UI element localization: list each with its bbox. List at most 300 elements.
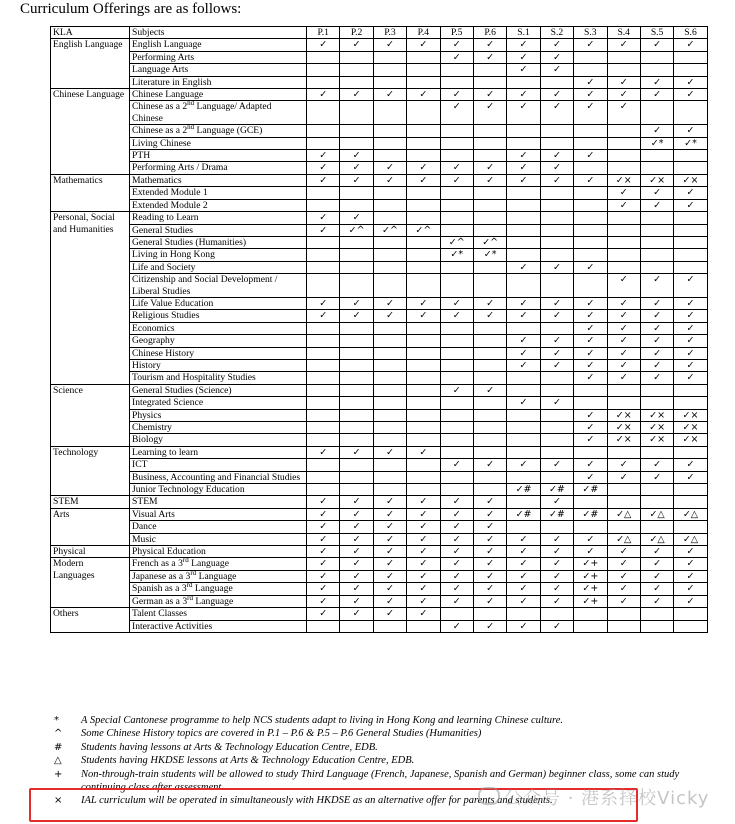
offering-mark: [407, 322, 440, 334]
offering-mark: [340, 384, 373, 396]
offering-mark: ✓: [607, 76, 640, 88]
offering-mark: [407, 64, 440, 76]
offering-mark: [640, 249, 673, 261]
offering-mark: ✓: [574, 459, 607, 471]
offering-mark: ✓: [373, 496, 406, 508]
offering-mark: ✓: [473, 51, 506, 63]
level-header: S.6: [674, 27, 707, 39]
table-row: [51, 261, 708, 273]
table-row: [51, 496, 708, 508]
offering-mark: ✓: [607, 558, 640, 570]
offering-mark: [440, 608, 473, 620]
footnote-symbol: △: [54, 755, 62, 767]
offering-mark: [507, 249, 540, 261]
offering-mark: [373, 212, 406, 224]
offering-mark: [307, 236, 340, 248]
offering-mark: ✓: [307, 570, 340, 582]
offering-mark: ✓: [540, 39, 573, 51]
offering-mark: ✓: [640, 570, 673, 582]
offering-mark: ✓×: [640, 174, 673, 186]
offering-mark: [307, 137, 340, 149]
offering-mark: ✓: [574, 150, 607, 162]
table-row: [51, 570, 708, 582]
offering-mark: ✓: [307, 297, 340, 309]
offering-mark: [307, 459, 340, 471]
subject-cell: General Studies (Science): [130, 384, 307, 396]
offering-mark: ✓: [674, 125, 707, 137]
offering-mark: [373, 64, 406, 76]
table-row: [51, 372, 708, 384]
offering-mark: ✓: [307, 224, 340, 236]
offering-mark: ✓: [574, 546, 607, 558]
offering-mark: ✓*: [640, 137, 673, 149]
offering-mark: [607, 224, 640, 236]
level-header: S.3: [574, 27, 607, 39]
offering-mark: ✓×: [674, 422, 707, 434]
offering-mark: ✓: [507, 51, 540, 63]
offering-mark: [574, 137, 607, 149]
table-row: [51, 76, 708, 88]
offering-mark: ✓: [607, 187, 640, 199]
offering-mark: [574, 236, 607, 248]
offering-mark: [307, 199, 340, 211]
offering-mark: [540, 434, 573, 446]
offering-mark: ✓: [473, 384, 506, 396]
offering-mark: [540, 199, 573, 211]
offering-mark: ✓: [507, 595, 540, 607]
offering-mark: ✓: [373, 39, 406, 51]
offering-mark: ✓^: [440, 236, 473, 248]
offering-mark: ✓: [574, 409, 607, 421]
offering-mark: [407, 212, 440, 224]
offering-mark: ✓: [307, 558, 340, 570]
offering-mark: [674, 620, 707, 632]
offering-mark: [574, 608, 607, 620]
table-row: [51, 595, 708, 607]
footnote-text: Some Chinese History topics are covered in P.1 – P.6 & P.5 – P.6 General Studies (Humanities): [81, 728, 482, 740]
offering-mark: [540, 76, 573, 88]
offering-mark: [540, 274, 573, 298]
offering-mark: [640, 608, 673, 620]
offering-mark: ✓: [307, 508, 340, 520]
offering-mark: ✓: [574, 347, 607, 359]
offering-mark: ✓: [440, 583, 473, 595]
offering-mark: ✓: [507, 310, 540, 322]
offering-mark: [373, 51, 406, 63]
offering-mark: ✓: [607, 359, 640, 371]
offering-mark: [674, 212, 707, 224]
offering-mark: [307, 125, 340, 137]
offering-mark: ✓: [473, 521, 506, 533]
offering-mark: ✓^: [407, 224, 440, 236]
offering-mark: ✓: [340, 521, 373, 533]
offering-mark: [607, 397, 640, 409]
offering-mark: [373, 471, 406, 483]
offering-mark: ✓: [407, 310, 440, 322]
offering-mark: ✓: [574, 471, 607, 483]
offering-mark: ✓: [307, 174, 340, 186]
offering-mark: ✓: [574, 89, 607, 101]
watermark-text: 公众号 · 港系择校Vicky: [504, 788, 710, 809]
kla-header: KLA: [51, 27, 130, 39]
offering-mark: [373, 322, 406, 334]
table-row: [51, 422, 708, 434]
subject-cell: Language Arts: [130, 64, 307, 76]
offering-mark: ✓: [407, 558, 440, 570]
offering-mark: ✓: [607, 335, 640, 347]
offering-mark: ✓: [507, 533, 540, 545]
subject-cell: Chinese as a 2nd Language/ Adapted Chinese: [130, 101, 307, 125]
offering-mark: ✓: [340, 496, 373, 508]
offering-mark: ✓: [373, 508, 406, 520]
offering-mark: ✓: [307, 446, 340, 458]
offering-mark: ✓: [640, 187, 673, 199]
kla-cell: Mathematics: [51, 174, 130, 211]
subject-cell: English Language: [130, 39, 307, 51]
offering-mark: [574, 212, 607, 224]
offering-mark: [574, 249, 607, 261]
table-row: [51, 608, 708, 620]
offering-mark: [340, 199, 373, 211]
offering-mark: ✓: [307, 310, 340, 322]
offering-mark: ✓: [307, 521, 340, 533]
offering-mark: [640, 64, 673, 76]
kla-cell: Science: [51, 384, 130, 446]
offering-mark: ✓: [407, 446, 440, 458]
offering-mark: [307, 335, 340, 347]
offering-mark: [507, 409, 540, 421]
offering-mark: ✓: [373, 570, 406, 582]
offering-mark: [340, 137, 373, 149]
offering-mark: [473, 274, 506, 298]
offering-mark: ✓: [540, 162, 573, 174]
offering-mark: [473, 359, 506, 371]
subject-cell: Tourism and Hospitality Studies: [130, 372, 307, 384]
offering-mark: ✓: [640, 322, 673, 334]
offering-mark: ✓: [440, 496, 473, 508]
offering-mark: ✓: [440, 174, 473, 186]
offering-mark: [473, 409, 506, 421]
offering-mark: [340, 347, 373, 359]
offering-mark: ✓: [574, 39, 607, 51]
offering-mark: ✓: [407, 162, 440, 174]
subject-cell: Interactive Activities: [130, 620, 307, 632]
offering-mark: ✓: [373, 310, 406, 322]
offering-mark: ✓: [440, 508, 473, 520]
offering-mark: ✓: [640, 76, 673, 88]
offering-mark: [373, 150, 406, 162]
table-row: [51, 322, 708, 334]
subject-cell: Junior Technology Education: [130, 484, 307, 496]
table-row: [51, 397, 708, 409]
offering-mark: [674, 484, 707, 496]
offering-mark: [340, 76, 373, 88]
offering-mark: [407, 249, 440, 261]
offering-mark: [574, 397, 607, 409]
offering-mark: [674, 608, 707, 620]
subject-cell: Spanish as a 3rd Language: [130, 583, 307, 595]
offering-mark: ✓: [674, 335, 707, 347]
offering-mark: [407, 620, 440, 632]
offering-mark: ✓: [674, 89, 707, 101]
offering-mark: [307, 409, 340, 421]
kla-cell: Others: [51, 608, 130, 633]
offering-mark: [674, 101, 707, 125]
offering-mark: [307, 620, 340, 632]
offering-mark: ✓: [340, 39, 373, 51]
offering-mark: ✓×: [640, 409, 673, 421]
offering-mark: [507, 187, 540, 199]
offering-mark: ✓: [307, 608, 340, 620]
offering-mark: ✓: [340, 162, 373, 174]
offering-mark: [507, 446, 540, 458]
offering-mark: ✓: [607, 274, 640, 298]
subject-cell: Learning to learn: [130, 446, 307, 458]
offering-mark: [607, 446, 640, 458]
offering-mark: ✓: [440, 89, 473, 101]
offering-mark: ✓: [640, 274, 673, 298]
offering-mark: ✓: [340, 508, 373, 520]
table-row: [51, 162, 708, 174]
offering-mark: ✓: [507, 150, 540, 162]
offering-mark: [340, 249, 373, 261]
kla-cell: Physical: [51, 546, 130, 558]
offering-mark: ✓: [507, 359, 540, 371]
offering-mark: [307, 359, 340, 371]
subject-cell: Living in Hong Kong: [130, 249, 307, 261]
offering-mark: [674, 64, 707, 76]
offering-mark: ✓: [540, 496, 573, 508]
offering-mark: ✓: [507, 546, 540, 558]
offering-mark: [640, 384, 673, 396]
offering-mark: ✓: [540, 335, 573, 347]
footnote: [52, 714, 712, 727]
offering-mark: ✓△: [640, 508, 673, 520]
offering-mark: [307, 347, 340, 359]
offering-mark: [507, 125, 540, 137]
offering-mark: [407, 384, 440, 396]
offering-mark: ✓: [607, 372, 640, 384]
offering-mark: [507, 137, 540, 149]
offering-mark: ✓: [307, 496, 340, 508]
offering-mark: [574, 199, 607, 211]
offering-mark: [674, 446, 707, 458]
offering-mark: [473, 446, 506, 458]
offering-mark: ✓: [640, 595, 673, 607]
subject-cell: Music: [130, 533, 307, 545]
offering-mark: ✓: [473, 583, 506, 595]
offering-mark: ✓: [373, 533, 406, 545]
table-row: [51, 199, 708, 211]
offering-mark: [340, 125, 373, 137]
offering-mark: ✓: [440, 521, 473, 533]
level-header: S.4: [607, 27, 640, 39]
offering-mark: ✓: [640, 372, 673, 384]
offering-mark: ✓×: [674, 434, 707, 446]
offering-mark: ✓: [407, 39, 440, 51]
offering-mark: ✓: [640, 471, 673, 483]
offering-mark: [340, 322, 373, 334]
offering-mark: ✓+: [574, 595, 607, 607]
offering-mark: ✓: [440, 51, 473, 63]
offering-mark: ✓: [574, 422, 607, 434]
footnote-text: A Special Cantonese programme to help NCS students adapt to living in Hong Kong and learning Chinese culture.: [81, 715, 563, 726]
offering-mark: ✓: [507, 397, 540, 409]
offering-mark: [540, 125, 573, 137]
offering-mark: ✓: [407, 89, 440, 101]
offering-mark: ✓: [674, 274, 707, 298]
offering-mark: ✓^: [373, 224, 406, 236]
offering-mark: ✓: [440, 533, 473, 545]
offering-mark: ✓: [574, 261, 607, 273]
offering-mark: [340, 335, 373, 347]
offering-mark: ✓: [640, 199, 673, 211]
offering-mark: [607, 150, 640, 162]
offering-mark: [507, 384, 540, 396]
offering-mark: ✓: [440, 546, 473, 558]
offering-mark: ✓: [607, 595, 640, 607]
offering-mark: ✓: [307, 39, 340, 51]
offering-mark: ✓: [440, 310, 473, 322]
offering-mark: [407, 236, 440, 248]
offering-mark: ✓: [373, 297, 406, 309]
offering-mark: [373, 459, 406, 471]
footnote-symbol: #: [54, 741, 63, 753]
subject-cell: Literature in English: [130, 76, 307, 88]
level-header: S.2: [540, 27, 573, 39]
offering-mark: ✓: [307, 212, 340, 224]
offering-mark: [674, 397, 707, 409]
offering-mark: [507, 322, 540, 334]
table-row: [51, 484, 708, 496]
offering-mark: [607, 212, 640, 224]
offering-mark: [607, 384, 640, 396]
offering-mark: [340, 484, 373, 496]
offering-mark: [473, 372, 506, 384]
subject-cell: Extended Module 2: [130, 199, 307, 211]
offering-mark: ✓: [674, 583, 707, 595]
table-row: [51, 249, 708, 261]
table-row: [51, 137, 708, 149]
offering-mark: [373, 236, 406, 248]
offering-mark: [507, 608, 540, 620]
footnote-text: IAL curriculum will be operated in simultaneously with HKDSE as an alternative offer for parents and students.: [81, 795, 553, 807]
offering-mark: [307, 187, 340, 199]
offering-mark: ✓: [473, 101, 506, 125]
offering-mark: ✓#: [540, 508, 573, 520]
offering-mark: [473, 335, 506, 347]
offering-mark: [473, 471, 506, 483]
offering-mark: ✓: [674, 372, 707, 384]
offering-mark: ✓: [640, 125, 673, 137]
offering-mark: [507, 434, 540, 446]
offering-mark: [340, 409, 373, 421]
offering-mark: [540, 187, 573, 199]
level-header: P.6: [473, 27, 506, 39]
table-row: [51, 125, 708, 137]
subject-cell: Performing Arts: [130, 51, 307, 63]
offering-mark: ✓: [640, 297, 673, 309]
offering-mark: ✓: [674, 39, 707, 51]
offering-mark: ✓: [674, 76, 707, 88]
offering-mark: ✓: [507, 174, 540, 186]
offering-mark: ✓: [540, 64, 573, 76]
offering-mark: [440, 372, 473, 384]
offering-mark: ✓: [340, 558, 373, 570]
table-row: [51, 459, 708, 471]
offering-mark: ✓#: [574, 484, 607, 496]
offering-mark: ✓×: [607, 174, 640, 186]
offering-mark: ✓: [340, 297, 373, 309]
offering-mark: ✓: [373, 608, 406, 620]
offering-mark: [540, 608, 573, 620]
offering-mark: [407, 459, 440, 471]
offering-mark: ✓: [340, 595, 373, 607]
offering-mark: ✓: [473, 508, 506, 520]
offering-mark: [607, 125, 640, 137]
table-row: [51, 471, 708, 483]
offering-mark: ✓: [574, 174, 607, 186]
offering-mark: [507, 274, 540, 298]
table-row: [51, 335, 708, 347]
offering-mark: ✓: [407, 595, 440, 607]
offering-mark: ✓: [407, 521, 440, 533]
subject-cell: History: [130, 359, 307, 371]
offering-mark: [440, 150, 473, 162]
subjects-header: Subjects: [130, 27, 307, 39]
offering-mark: ✓: [473, 558, 506, 570]
offering-mark: ✓: [507, 162, 540, 174]
offering-mark: ✓: [607, 459, 640, 471]
offering-mark: [440, 125, 473, 137]
kla-cell: English Language: [51, 39, 130, 89]
offering-mark: ✓: [373, 595, 406, 607]
offering-mark: ✓: [340, 570, 373, 582]
table-row: [51, 274, 708, 298]
offering-mark: ✓: [507, 583, 540, 595]
offering-mark: [440, 347, 473, 359]
offering-mark: [440, 397, 473, 409]
offering-mark: ✓×: [607, 422, 640, 434]
subject-cell: Integrated Science: [130, 397, 307, 409]
offering-mark: ✓: [607, 89, 640, 101]
table-row: [51, 187, 708, 199]
offering-mark: [574, 162, 607, 174]
subject-cell: Biology: [130, 434, 307, 446]
offering-mark: [574, 187, 607, 199]
offering-mark: [407, 51, 440, 63]
offering-mark: [607, 64, 640, 76]
offering-mark: [640, 620, 673, 632]
offering-mark: [540, 521, 573, 533]
offering-mark: ✓: [540, 583, 573, 595]
offering-mark: [540, 409, 573, 421]
table-row: [51, 236, 708, 248]
offering-mark: [373, 434, 406, 446]
offering-mark: ✓: [540, 261, 573, 273]
page-title: Curriculum Offerings are as follows:: [20, 1, 242, 17]
offering-mark: [373, 249, 406, 261]
offering-mark: [574, 446, 607, 458]
offering-mark: ✓: [473, 297, 506, 309]
offering-mark: ✓+: [574, 583, 607, 595]
offering-mark: [407, 187, 440, 199]
offering-mark: ✓*: [440, 249, 473, 261]
offering-mark: ✓: [674, 471, 707, 483]
offering-mark: ✓: [674, 558, 707, 570]
offering-mark: ✓: [540, 89, 573, 101]
offering-mark: ✓: [473, 310, 506, 322]
